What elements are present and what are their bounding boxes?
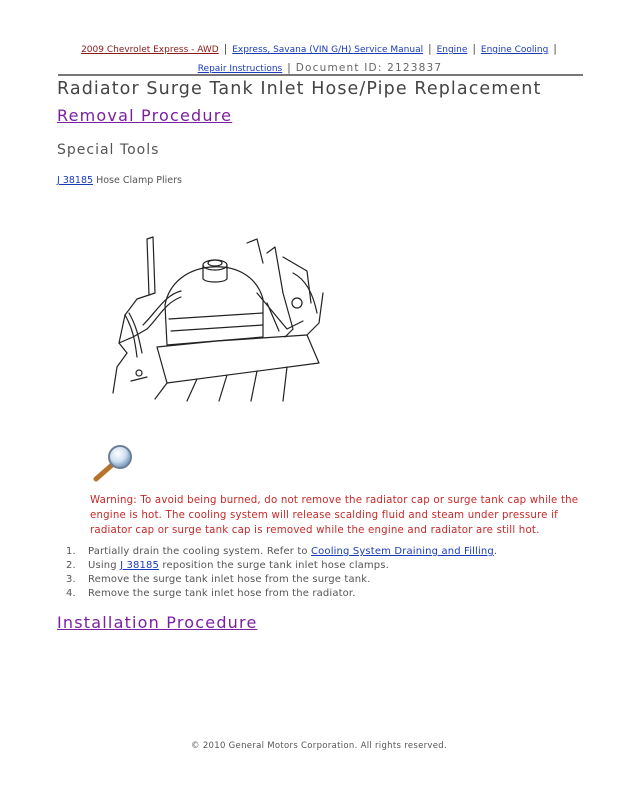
breadcrumb-separator: | <box>223 42 228 55</box>
breadcrumb-separator: | <box>287 61 291 74</box>
list-item <box>62 559 582 573</box>
removal-steps-list <box>62 545 582 601</box>
breadcrumb-separator: | <box>472 42 477 55</box>
tool-j38185-link[interactable]: J 38185 <box>57 175 94 186</box>
surge-tank-illustration[interactable] <box>107 233 327 403</box>
tool-j38185-step-link[interactable]: J 38185 <box>120 560 160 571</box>
step-number: 1. <box>66 546 76 557</box>
step-text-end: . <box>493 546 498 557</box>
step-text: Partially drain the cooling system. Refer to <box>88 546 312 557</box>
cooling-system-draining-link[interactable]: Cooling System Draining and Filling <box>311 546 494 557</box>
tool-name: Hose Clamp Pliers <box>96 175 182 186</box>
step-number: 4. <box>66 588 76 599</box>
breadcrumb-repair-instructions-link[interactable]: Repair Instructions <box>197 64 283 74</box>
list-item <box>62 573 582 587</box>
document-id: Document ID: 2123837 <box>295 62 443 74</box>
step-number: 2. <box>66 560 76 571</box>
zoom-magnifier-icon[interactable] <box>86 443 138 483</box>
special-tool-entry <box>57 175 182 186</box>
step-text: Remove the surge tank inlet hose from the radiator. <box>88 588 356 599</box>
step-text: Remove the surge tank inlet hose from the surge tank. <box>88 574 371 585</box>
list-item <box>62 545 582 559</box>
breadcrumb-engine-cooling-link[interactable]: Engine Cooling <box>480 45 549 55</box>
header-divider <box>58 74 583 76</box>
copyright-footer: © 2010 General Motors Corporation. All rights reserved. <box>191 741 447 751</box>
removal-procedure-heading[interactable]: Removal Procedure <box>57 106 233 125</box>
step-text: Using <box>88 560 121 571</box>
warning-notice: Warning: To avoid being burned, do not remove the radiator cap or surge tank cap while the engine is hot. The cooling system will release scalding fluid and steam under pressure if radiator cap or surge tank cap is removed while the engine and radiator are still hot. <box>90 495 579 536</box>
breadcrumb-separator: | <box>427 42 432 55</box>
step-number: 3. <box>66 574 76 585</box>
breadcrumb <box>60 40 580 78</box>
step-text-end: reposition the surge tank inlet hose clamps. <box>159 560 389 571</box>
breadcrumb-manual-link[interactable]: Express, Savana (VIN G/H) Service Manual <box>232 45 424 55</box>
breadcrumb-separator: | <box>553 42 557 55</box>
list-item <box>62 587 582 601</box>
breadcrumb-vehicle-link[interactable]: 2009 Chevrolet Express - AWD <box>81 45 219 55</box>
special-tools-heading: Special Tools <box>57 142 160 158</box>
installation-procedure-heading[interactable]: Installation Procedure <box>57 613 258 632</box>
breadcrumb-engine-link[interactable]: Engine <box>436 45 468 55</box>
page-title: Radiator Surge Tank Inlet Hose/Pipe Replacement <box>57 79 542 99</box>
